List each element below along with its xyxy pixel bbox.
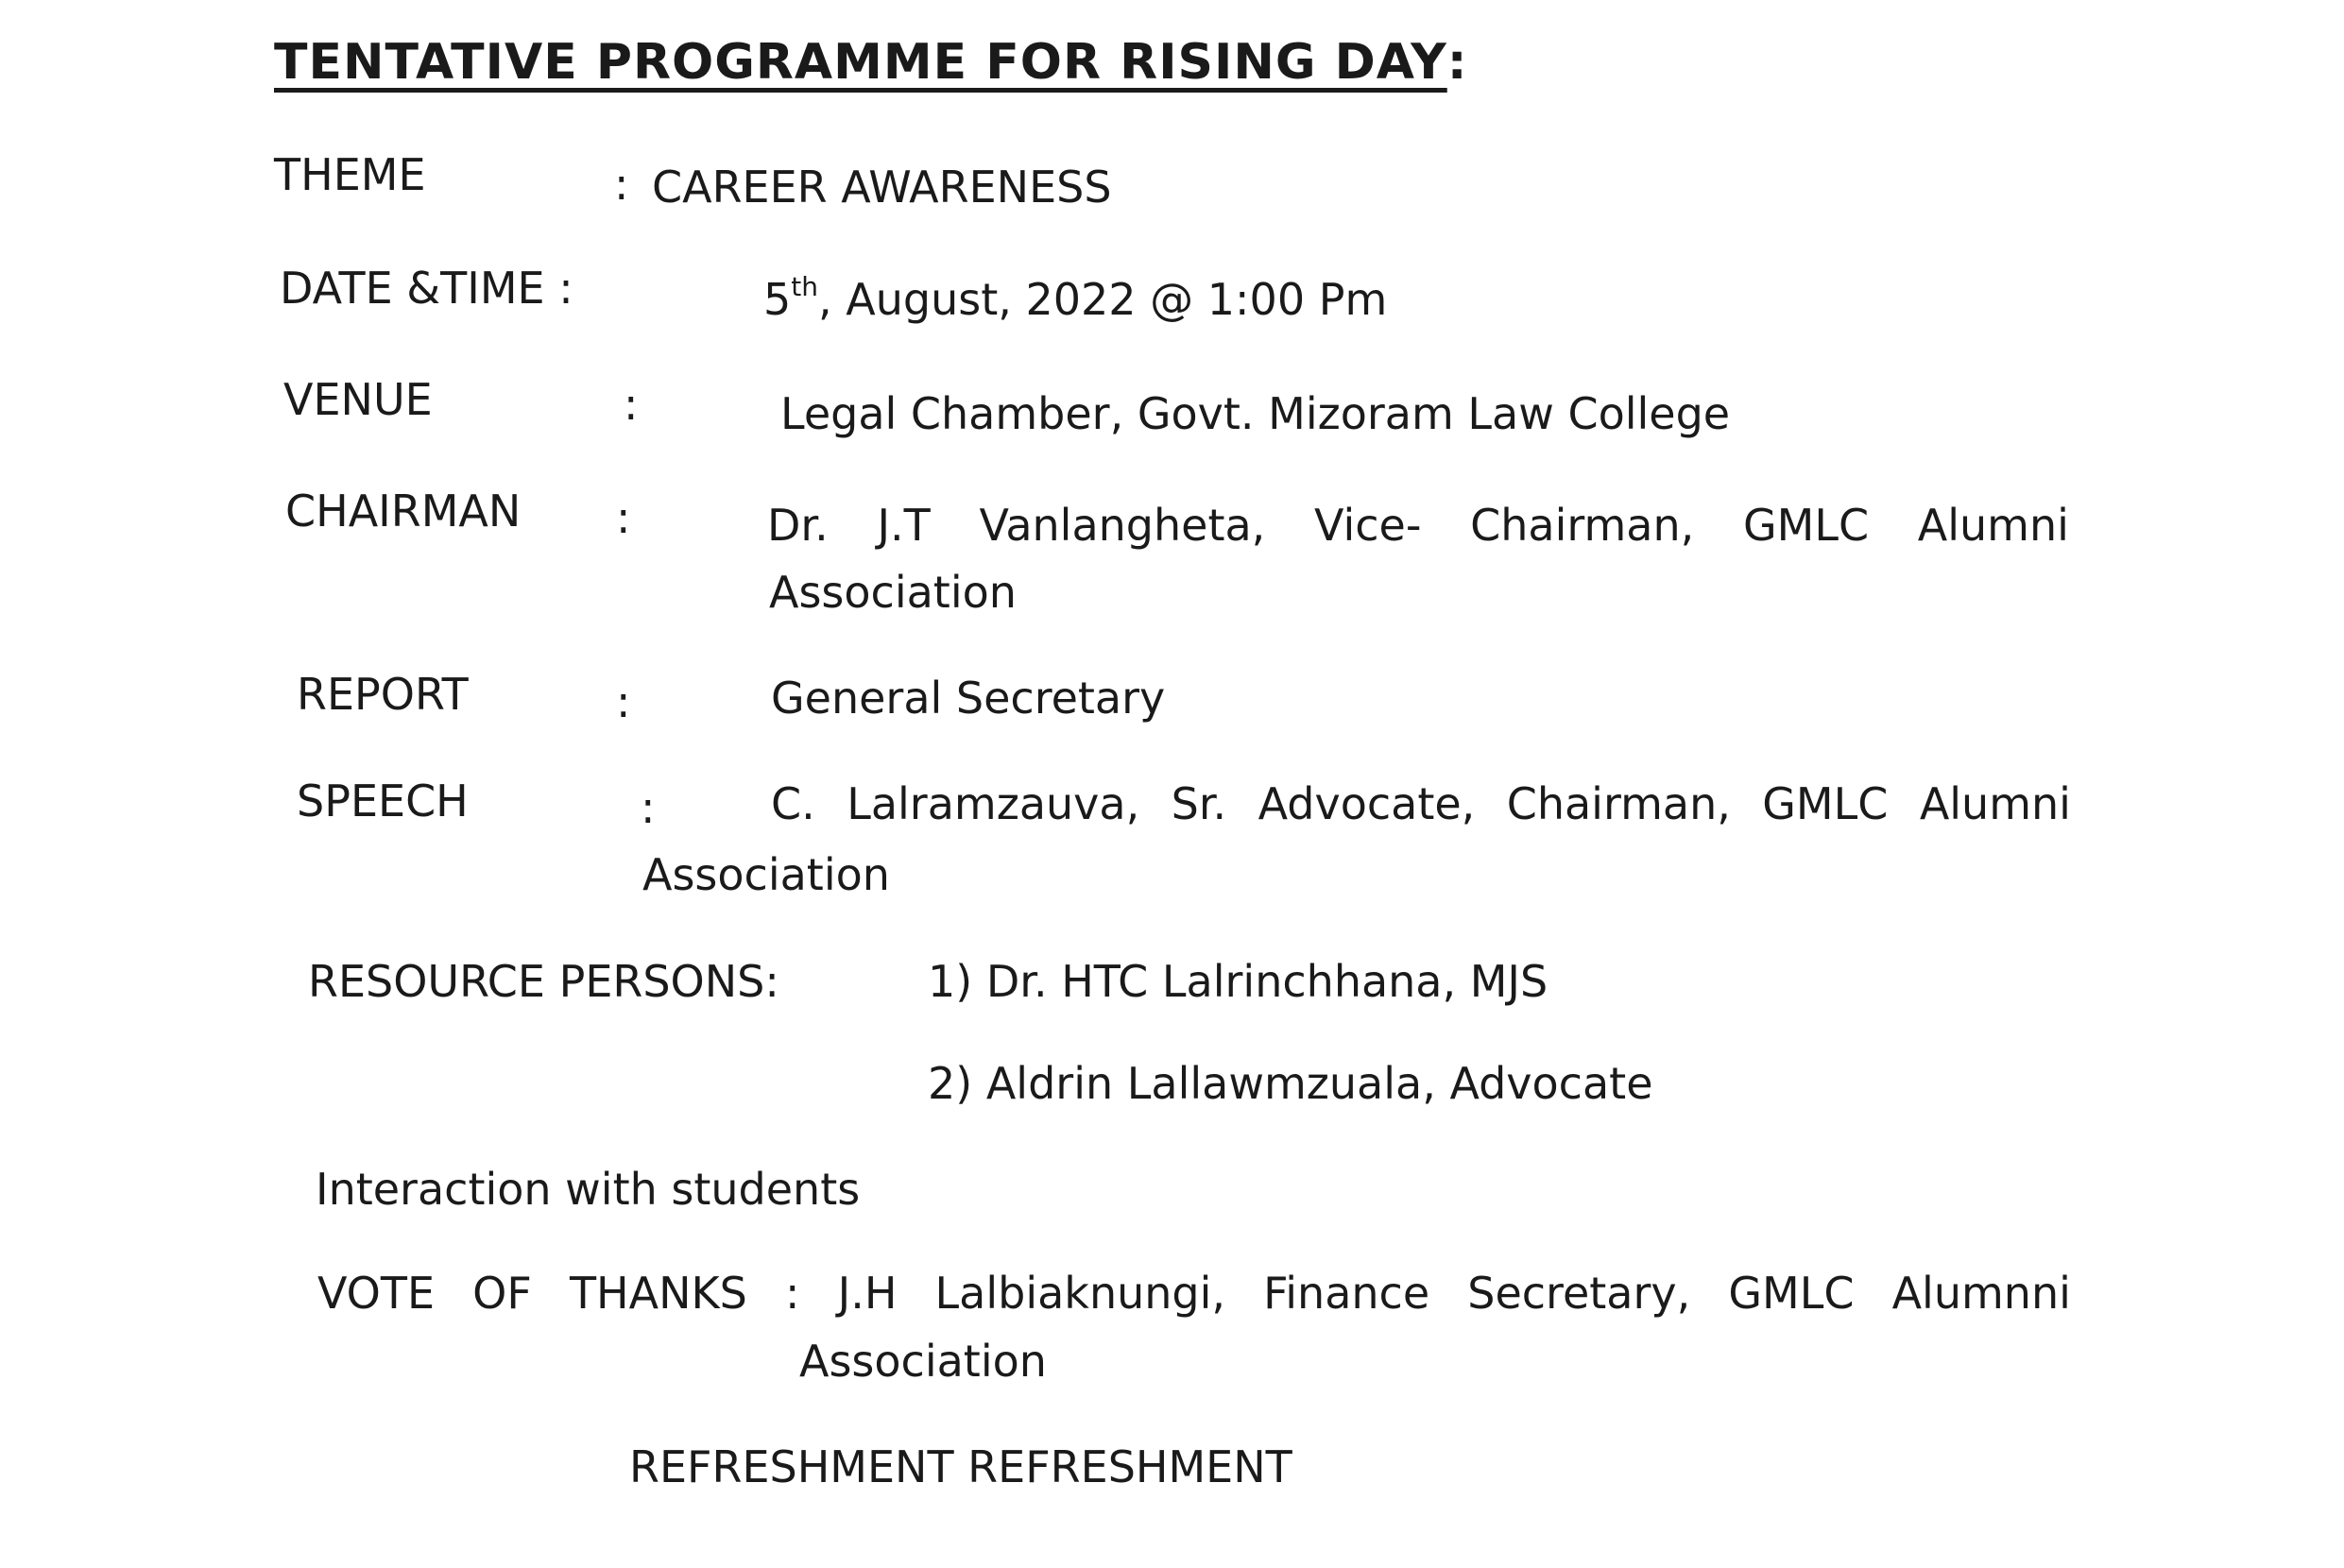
vote-colon: :	[785, 1268, 800, 1319]
chairman-value-line2: Association	[769, 567, 1017, 618]
word: Finance	[1263, 1268, 1430, 1319]
document-title: TENTATIVE PROGRAMME FOR RISING DAY	[274, 34, 1447, 91]
word: J.H	[837, 1268, 898, 1319]
word: Secretary,	[1467, 1268, 1691, 1319]
word: Advocate,	[1258, 778, 1476, 829]
venue-colon: :	[624, 379, 639, 430]
word: Chairman,	[1470, 500, 1695, 551]
word: GMLC	[1728, 1268, 1855, 1319]
venue-value: Legal Chamber, Govt. Mizoram Law College	[780, 388, 1731, 439]
report-colon: :	[616, 676, 631, 727]
word: Vice-	[1314, 500, 1422, 551]
word: Alumni	[1917, 500, 2069, 551]
word: GMLC	[1742, 500, 1870, 551]
word: Chairman,	[1506, 778, 1731, 829]
title-colon: :	[1446, 34, 1467, 91]
report-label: REPORT	[297, 669, 469, 720]
refreshment-text: REFRESHMENT REFRESHMENT	[629, 1441, 1292, 1492]
date-day: 5	[763, 274, 792, 325]
chairman-label: CHAIRMAN	[285, 486, 522, 537]
theme-value: CAREER AWARENESS	[652, 162, 1112, 213]
speech-value-line2: Association	[642, 849, 890, 900]
resource-person-item: 2) Aldrin Lallawmzuala, Advocate	[928, 1058, 1653, 1109]
vote-of-thanks-line1	[317, 1268, 2071, 1319]
word: Lalbiaknungi,	[934, 1268, 1226, 1319]
speech-label: SPEECH	[297, 775, 469, 827]
vote-label-word: THANKS	[569, 1268, 747, 1319]
date-time-label: DATE &TIME :	[280, 263, 573, 314]
speech-colon: :	[641, 782, 656, 833]
word: J.T	[877, 500, 931, 551]
speech-value-line1	[771, 778, 2071, 829]
report-value: General Secretary	[771, 673, 1166, 724]
vote-of-thanks-line2: Association	[799, 1336, 1047, 1387]
word: Vanlangheta,	[979, 500, 1266, 551]
theme-label: THEME	[274, 149, 426, 200]
document-title-row	[274, 34, 1467, 91]
resource-person-item: 1) Dr. HTC Lalrinchhana, MJS	[928, 956, 1548, 1007]
resource-persons-label: RESOURCE PERSONS:	[308, 956, 779, 1007]
date-rest: , August, 2022 @ 1:00 Pm	[818, 274, 1388, 325]
venue-label: VENUE	[283, 374, 433, 425]
word: GMLC	[1762, 778, 1889, 829]
vote-label-word: VOTE	[317, 1268, 436, 1319]
theme-colon: :	[614, 159, 629, 210]
word: Alumni	[1919, 778, 2071, 829]
vote-label-word: OF	[472, 1268, 532, 1319]
date-ordinal: th	[791, 271, 819, 302]
chairman-colon: :	[616, 492, 631, 543]
word: Lalramzauva,	[847, 778, 1140, 829]
word: Sr.	[1171, 778, 1227, 829]
word: C.	[771, 778, 815, 829]
word: Dr.	[767, 500, 829, 551]
interaction-text: Interaction with students	[316, 1164, 861, 1215]
date-time-value	[763, 271, 1388, 325]
chairman-value-line1	[767, 500, 2069, 551]
word: Alumnni	[1891, 1268, 2071, 1319]
